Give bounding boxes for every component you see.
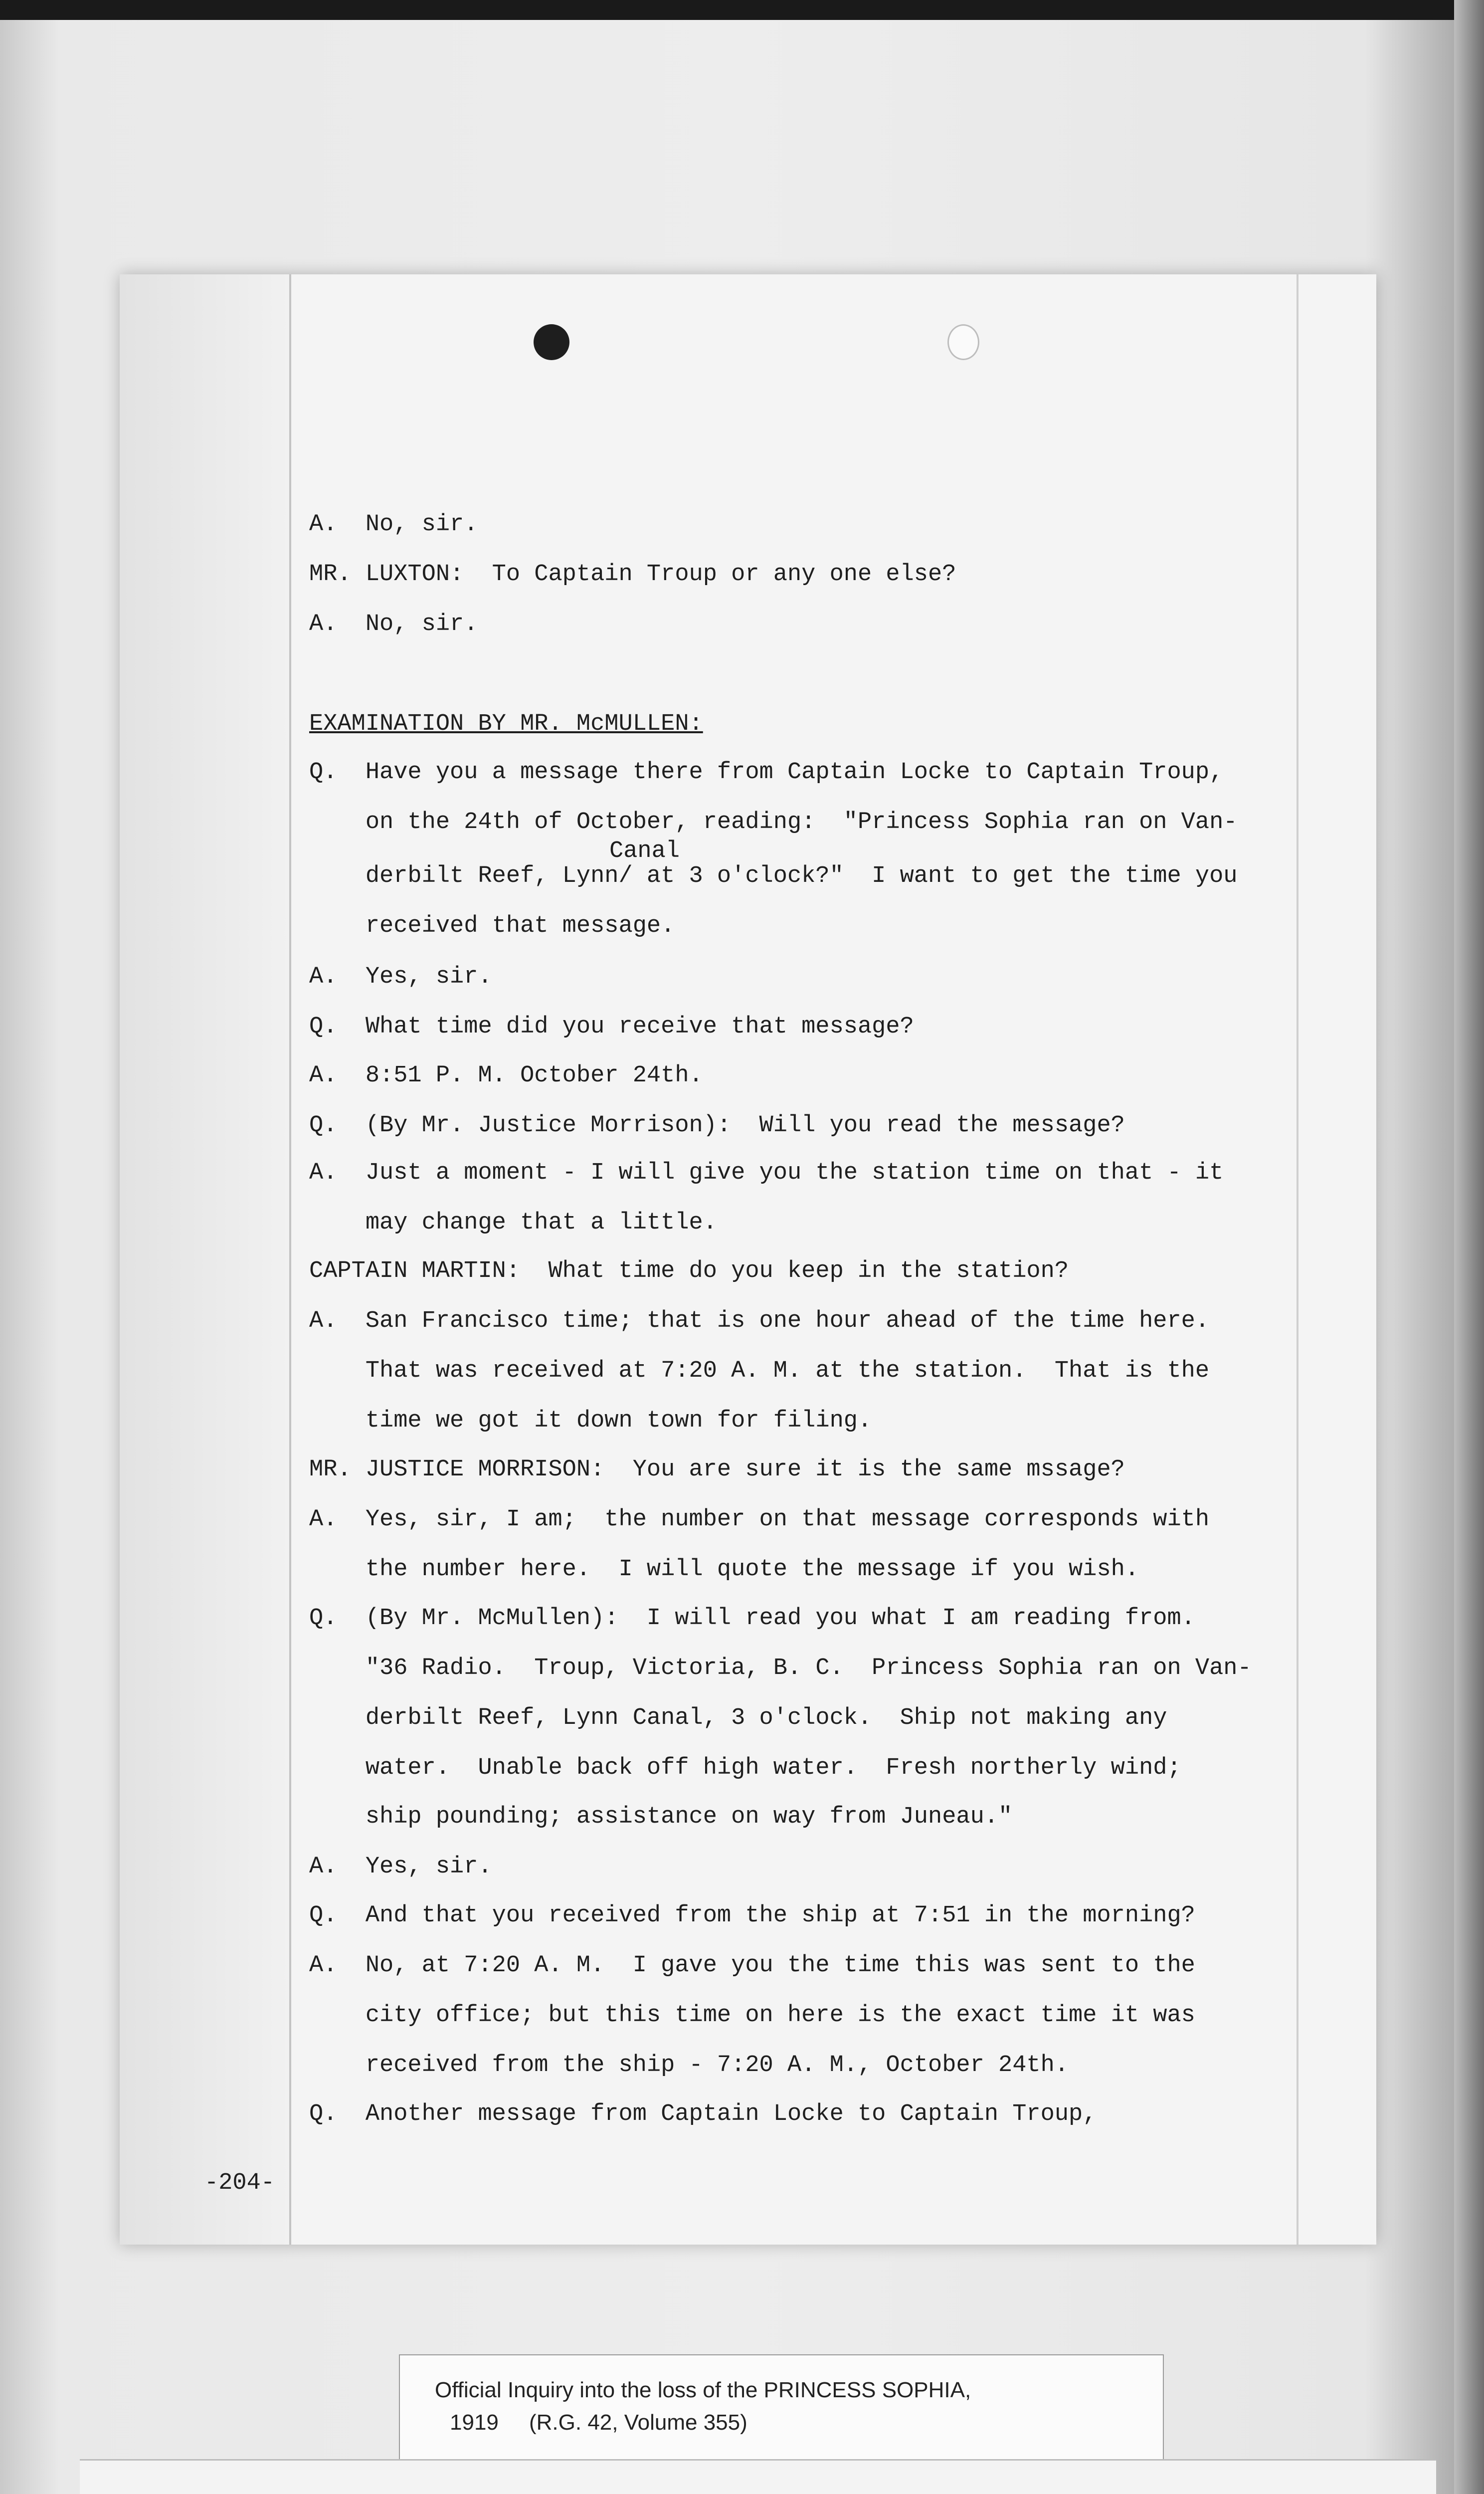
label-title: Official Inquiry into the loss of the PRINCESS SOPHIA,	[435, 2378, 971, 2402]
transcript-line: water. Unable back off high water. Fresh northerly wind;	[309, 1755, 1181, 1781]
transcript-line: MR. JUSTICE MORRISON: You are sure it is the same mssage?	[309, 1456, 1125, 1483]
transcript-line: received that message.	[309, 913, 675, 939]
transcript-line: MR. LUXTON: To Captain Troup or any one else?	[309, 561, 956, 588]
archives-card	[80, 2459, 1436, 2494]
handwritten-insertion: Canal	[609, 838, 680, 864]
transcript-line: time we got it down town for filing.	[309, 1408, 872, 1434]
archive-label-card	[399, 2354, 1164, 2461]
transcript-line: A. San Francisco time; that is one hour ahead of the time here.	[309, 1308, 1210, 1334]
transcript-line: on the 24th of October, reading: "Princess Sophia ran on Van-	[309, 809, 1238, 835]
film-right-edge	[1454, 0, 1484, 2494]
film-top-edge	[0, 0, 1484, 20]
transcript-line: A. Yes, sir, I am; the number on that message corresponds with	[309, 1506, 1210, 1533]
transcript-line: That was received at 7:20 A. M. at the station. That is the	[309, 1358, 1210, 1384]
transcript-line: Q. (By Mr. McMullen): I will read you what I am reading from.	[309, 1605, 1195, 1632]
transcript-line: city office; but this time on here is the exact time it was	[309, 2002, 1195, 2029]
transcript-line: the number here. I will quote the message if you wish.	[309, 1556, 1139, 1583]
transcript-line: A. No, at 7:20 A. M. I gave you the time this was sent to the	[309, 1952, 1195, 1979]
transcript-line: A. Just a moment - I will give you the station time on that - it	[309, 1160, 1224, 1186]
transcript-line: A. 8:51 P. M. October 24th.	[309, 1062, 703, 1089]
transcript-line: Q. And that you received from the ship at 7:51 in the morning?	[309, 1902, 1195, 1929]
transcript-line: CAPTAIN MARTIN: What time do you keep in the station?	[309, 1258, 1069, 1284]
transcript-line: A. No, sir.	[309, 511, 478, 538]
transcript-page	[120, 274, 1376, 2245]
transcript-line: Q. (By Mr. Justice Morrison): Will you read the message?	[309, 1112, 1125, 1139]
transcript-line: Q. Another message from Captain Locke to Captain Troup,	[309, 2101, 1097, 2127]
transcript-line: A. Yes, sir.	[309, 964, 492, 990]
section-heading: EXAMINATION BY MR. McMULLEN:	[309, 711, 703, 737]
transcript-text	[120, 274, 1376, 2245]
transcript-line: A. No, sir.	[309, 611, 478, 637]
transcript-line: Q. What time did you receive that message?	[309, 1014, 914, 1040]
transcript-line: derbilt Reef, Lynn/ at 3 o'clock?" I want to get the time you	[309, 863, 1238, 889]
page-number: -204-	[204, 2170, 275, 2196]
transcript-line: Q. Have you a message there from Captain Locke to Captain Troup,	[309, 759, 1224, 786]
label-reference: 1919 (R.G. 42, Volume 355)	[450, 2410, 747, 2435]
transcript-line: may change that a little.	[309, 1210, 717, 1236]
transcript-line: "36 Radio. Troup, Victoria, B. C. Princess Sophia ran on Van-	[309, 1655, 1252, 1681]
transcript-line: A. Yes, sir.	[309, 1854, 492, 1880]
transcript-line: derbilt Reef, Lynn Canal, 3 o'clock. Ship not making any	[309, 1705, 1167, 1731]
transcript-line: received from the ship - 7:20 A. M., October 24th.	[309, 2052, 1069, 2078]
transcript-line: ship pounding; assistance on way from Juneau."	[309, 1804, 1013, 1830]
